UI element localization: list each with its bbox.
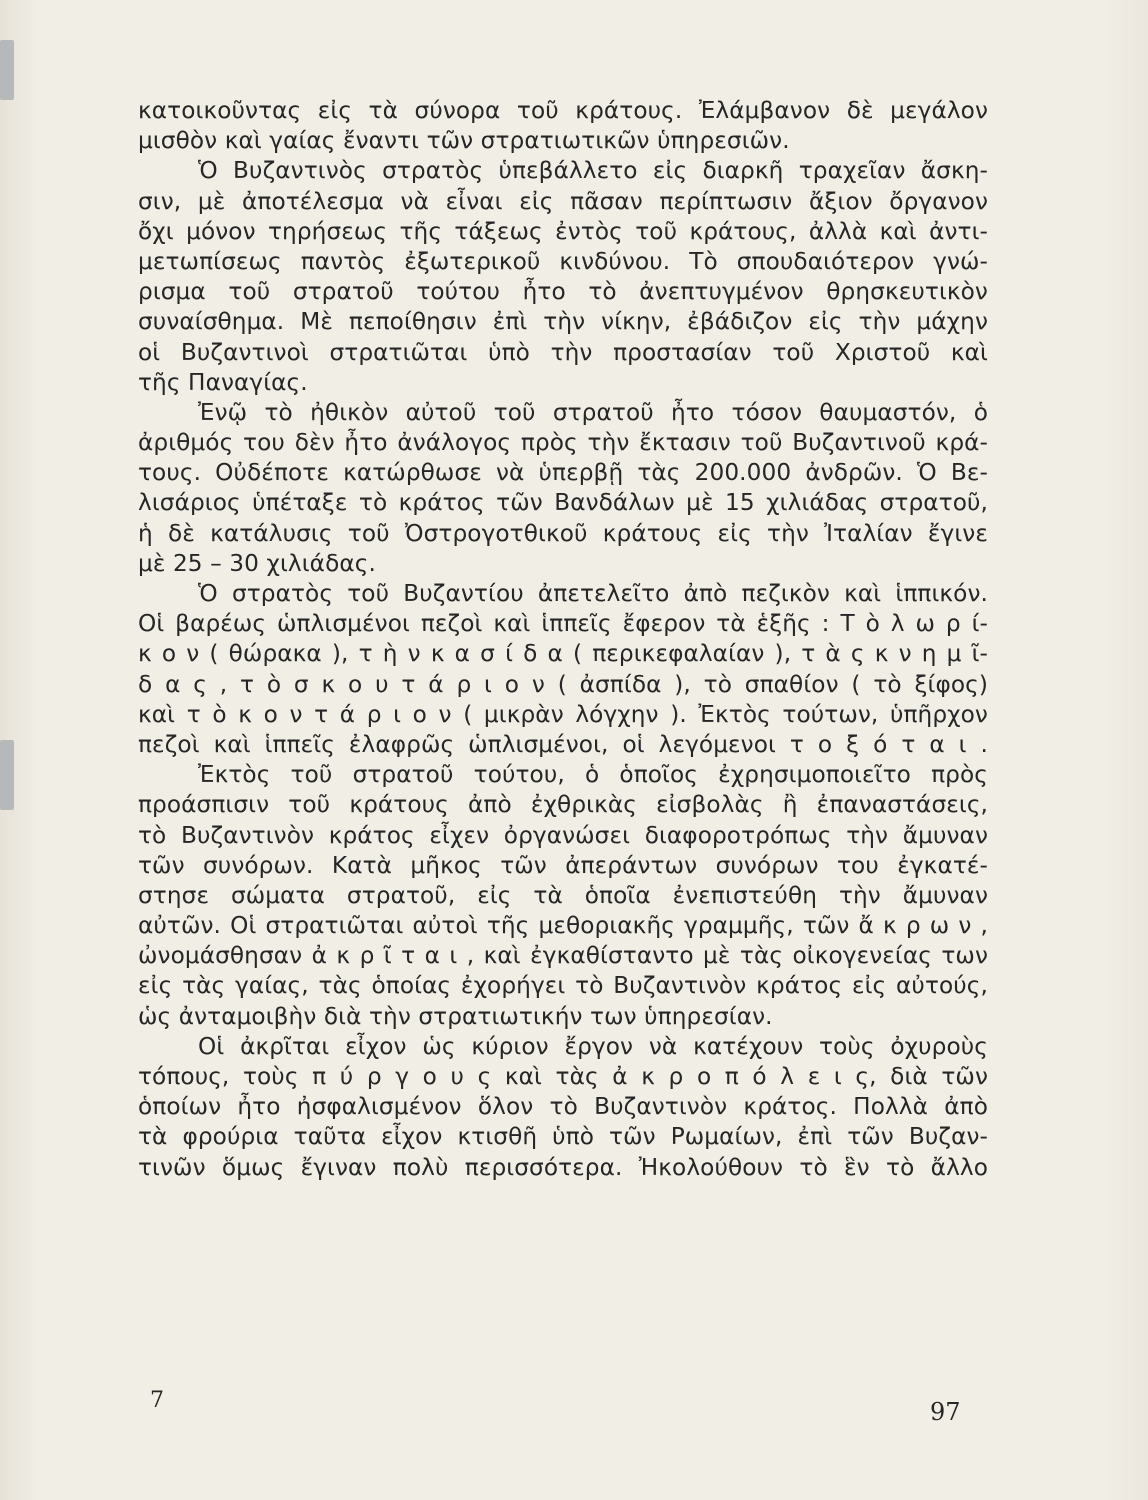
text-line: κατοικοῦντας εἰς τὰ σύνορα τοῦ κράτους. Ἐλάμβανον δὲ μεγάλον [138,97,988,124]
text-line: δ α ς , τ ὸ σ κ ο υ τ ά ρ ι ο ν ( ἀσπίδα ), τὸ σπαθίον ( τὸ ξίφος) [138,670,988,698]
text-line: Ἐκτὸς τοῦ στρατοῦ τούτου, ὁ ὁποῖος ἐχρησιμοποιεῖτο πρὸς [198,761,988,789]
binding-mark [0,40,14,100]
binding-mark [0,740,14,810]
text-line: ὡς ἀνταμοιβὴν διὰ τὴν στρατιωτικήν των ὑπηρεσίαν. [138,1002,773,1030]
text-line: ὠνομάσθησαν ἀ κ ρ ῖ τ α ι , καὶ ἐγκαθίσταντο μὲ τὰς οἰκογενείας των [138,942,988,970]
text-line: ἀριθμός του δὲν ἦτο ἀνάλογος πρὸς τὴν ἔκτασιν τοῦ Βυζαντινοῦ κρά- [138,429,988,457]
text-line: αὐτῶν. Οἱ στρατιῶται αὐτοὶ τῆς μεθοριακῆς γραμμῆς, τῶν ἄ κ ρ ω ν , [138,912,988,940]
text-line: μισθὸν καὶ γαίας ἔναντι τῶν στρατιωτικῶν ὑπηρεσιῶν. [138,127,790,155]
text-line: Οἱ βαρέως ὡπλισμένοι πεζοὶ καὶ ἱππεῖς ἔφερον τὰ ἑξῆς : Τ ὸ λ ω ρ ί- [138,610,988,638]
text-line: λισάριος ὑπέταξε τὸ κράτος τῶν Βανδάλων μὲ 15 χιλιάδας στρατοῦ, [138,489,988,517]
text-line: τόπους, τοὺς π ύ ρ γ ο υ ς καὶ τὰς ἀ κ ρ ο π ό λ ε ι ς, διὰ τῶν [138,1063,988,1090]
text-line: κ ο ν ( θώρακα ), τ ὴ ν κ α σ ί δ α ( περικεφαλαίαν ), τ ὰ ς κ ν η μ ῖ- [138,640,988,668]
text-line: τὰ φρούρια ταῦτα εἶχον κτισθῆ ὑπὸ τῶν Ρωμαίων, ἐπὶ τῶν Βυζαν- [138,1123,988,1151]
text-line: εἰς τὰς γαίας, τὰς ὁποίας ἐχορήγει τὸ Βυζαντινὸν κράτος εἰς αὐτούς, [138,972,988,1000]
text-line: στησε σώματα στρατοῦ, εἰς τὰ ὁποῖα ἐνεπιστεύθη τὴν ἄμυναν [138,881,988,909]
text-line: τῆς Παναγίας. [138,368,308,396]
signature-mark: 7 [150,1388,164,1413]
text-line: καὶ τ ὸ κ ο ν τ ά ρ ι ο ν ( μικρὰν λόγχην ). Ἐκτὸς τούτων, ὑπῆρχον [138,700,988,728]
text-line: οἱ Βυζαντινοὶ στρατιῶται ὑπὸ τὴν προστασίαν τοῦ Χριστοῦ καὶ [138,338,988,366]
text-line: συναίσθημα. Μὲ πεποίθησιν ἐπὶ τὴν νίκην, ἐβάδιζον εἰς τὴν μάχην [138,308,988,336]
text-line: Ὁ Βυζαντινὸς στρατὸς ὑπεβάλλετο εἰς διαρκῆ τραχεῖαν ἄσκη- [198,157,988,185]
page-number: 97 [930,1398,961,1426]
text-line: τους. Οὐδέποτε κατώρθωσε νὰ ὑπερβῇ τὰς 200.000 ἀνδρῶν. Ὁ Βε- [138,459,988,487]
text-line: ἡ δὲ κατάλυσις τοῦ Ὀστρογοτθικοῦ κράτους εἰς τὴν Ἰταλίαν ἔγινε [138,519,988,547]
text-line: μετωπίσεως παντὸς ἐξωτερικοῦ κινδύνου. Τὸ σπουδαιότερον γνώ- [138,247,988,275]
text-line: τὸ Βυζαντινὸν κράτος εἶχεν ὀργανώσει διαφοροτρόπως τὴν ἄμυναν [138,821,988,849]
text-line: Ὁ στρατὸς τοῦ Βυζαντίου ἀπετελεῖτο ἀπὸ πεζικὸν καὶ ἱππικόν. [198,580,988,607]
text-line: τῶν συνόρων. Κατὰ μῆκος τῶν ἀπεράντων συνόρων του ἐγκατέ- [138,851,988,879]
text-line: πεζοὶ καὶ ἱππεῖς ἐλαφρῶς ὡπλισμένοι, οἱ λεγόμενοι τ ο ξ ό τ α ι . [138,730,988,758]
text-line: Οἱ ἀκρῖται εἶχον ὡς κύριον ἔργον νὰ κατέχουν τοὺς ὀχυροὺς [198,1032,988,1060]
text-line: μὲ 25 – 30 χιλιάδας. [138,549,376,577]
text-line: προάσπισιν τοῦ κράτους ἀπὸ ἐχθρικὰς εἰσβολὰς ἢ ἐπαναστάσεις, [138,791,988,819]
body-text [138,96,988,1183]
text-line: σιν, μὲ ἀποτέλεσμα νὰ εἶναι εἰς πᾶσαν περίπτωσιν ἄξιον ὄργανον [138,187,988,215]
text-line: τινῶν ὅμως ἔγιναν πολὺ περισσότερα. Ἠκολούθουν τὸ ἓν τὸ ἄλλο [138,1153,988,1181]
text-line: ρισμα τοῦ στρατοῦ τούτου ἦτο τὸ ἀνεπτυγμένον θρησκευτικὸν [138,278,988,306]
text-line: Ἐνῷ τὸ ἠθικὸν αὐτοῦ τοῦ στρατοῦ ἦτο τόσον θαυμαστόν, ὁ [198,398,988,426]
text-line: ὁποίων ἦτο ἠσφαλισμένον ὅλον τὸ Βυζαντινὸν κράτος. Πολλὰ ἀπὸ [138,1093,988,1121]
text-line: ὄχι μόνον τηρήσεως τῆς τάξεως ἐντὸς τοῦ κράτους, ἀλλὰ καὶ ἀντι- [138,217,988,245]
